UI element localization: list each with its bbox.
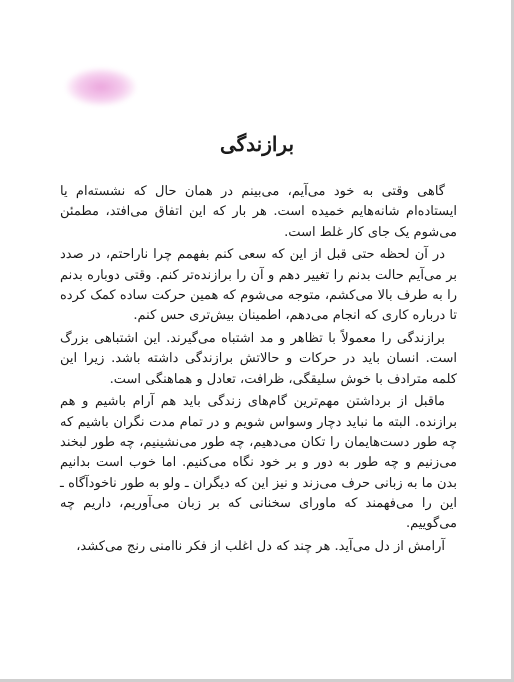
page-title: برازندگی	[219, 132, 295, 156]
pink-ink-smudge	[66, 68, 136, 106]
body-text	[60, 182, 457, 560]
paragraph-2: در آن لحظه حتی قبل از این که سعی کنم بفهمم چرا ناراحتم، در صدد بر می‌آیم حالت بدنم را تغییر دهم و آن را برازنده‌تر کنم. وقتی دوباره بدنم را به طرف بالا می‌کشم، متوجه می‌شوم که همین حرکت ساده کمک کرده تا درباره کاری که انجام می‌دهم، اطمینان بیش‌تری حس کنم.	[60, 247, 457, 324]
paragraph-1: گاهی وقتی به خود می‌آیم، می‌بینم در همان حال که نشسته‌ام یا ایستاده‌ام شانه‌هایم خمیده است. هر بار که این اتفاق می‌افتد، مطمئن می‌شوم یک جای کار غلط است.	[60, 184, 457, 240]
paragraph-3: برازندگی را معمولاً با تظاهر و مد اشتباه می‌گیرند. این اشتباهی بزرگ است. انسان باید در حرکات و حالاتش برازندگی داشته باشد. زیرا این کلمه مترادف با خوش سلیقگی، ظرافت، تعادل و هماهنگی است.	[60, 331, 457, 387]
paragraph-5: آرامش از دل می‌آید. هر چند که دل اغلب از فکر ناامنی رنج می‌کشد،	[76, 539, 445, 555]
paragraph-4: ماقبل از برداشتن مهم‌ترین گام‌های زندگی باید هم آرام باشیم و هم برازنده. البته ما نباید دچار وسواس شویم و در تمام مدت نگران باشیم که چه طور دست‌هایمان را تکان می‌دهیم، چه طور می‌نشینیم، چه طور لبخند می‌زنیم و چه طور به دور و بر خود نگاه می‌کنیم. اما خوب است بدانیم بدن ما به زبانی حرف می‌زند و نیز این که دیگران ـ ولو به طور ناخودآگاه ـ این را می‌فهمند که ماورای سخنانی که بر زبان می‌آوریم، داریم چه می‌گوییم.	[60, 394, 457, 532]
